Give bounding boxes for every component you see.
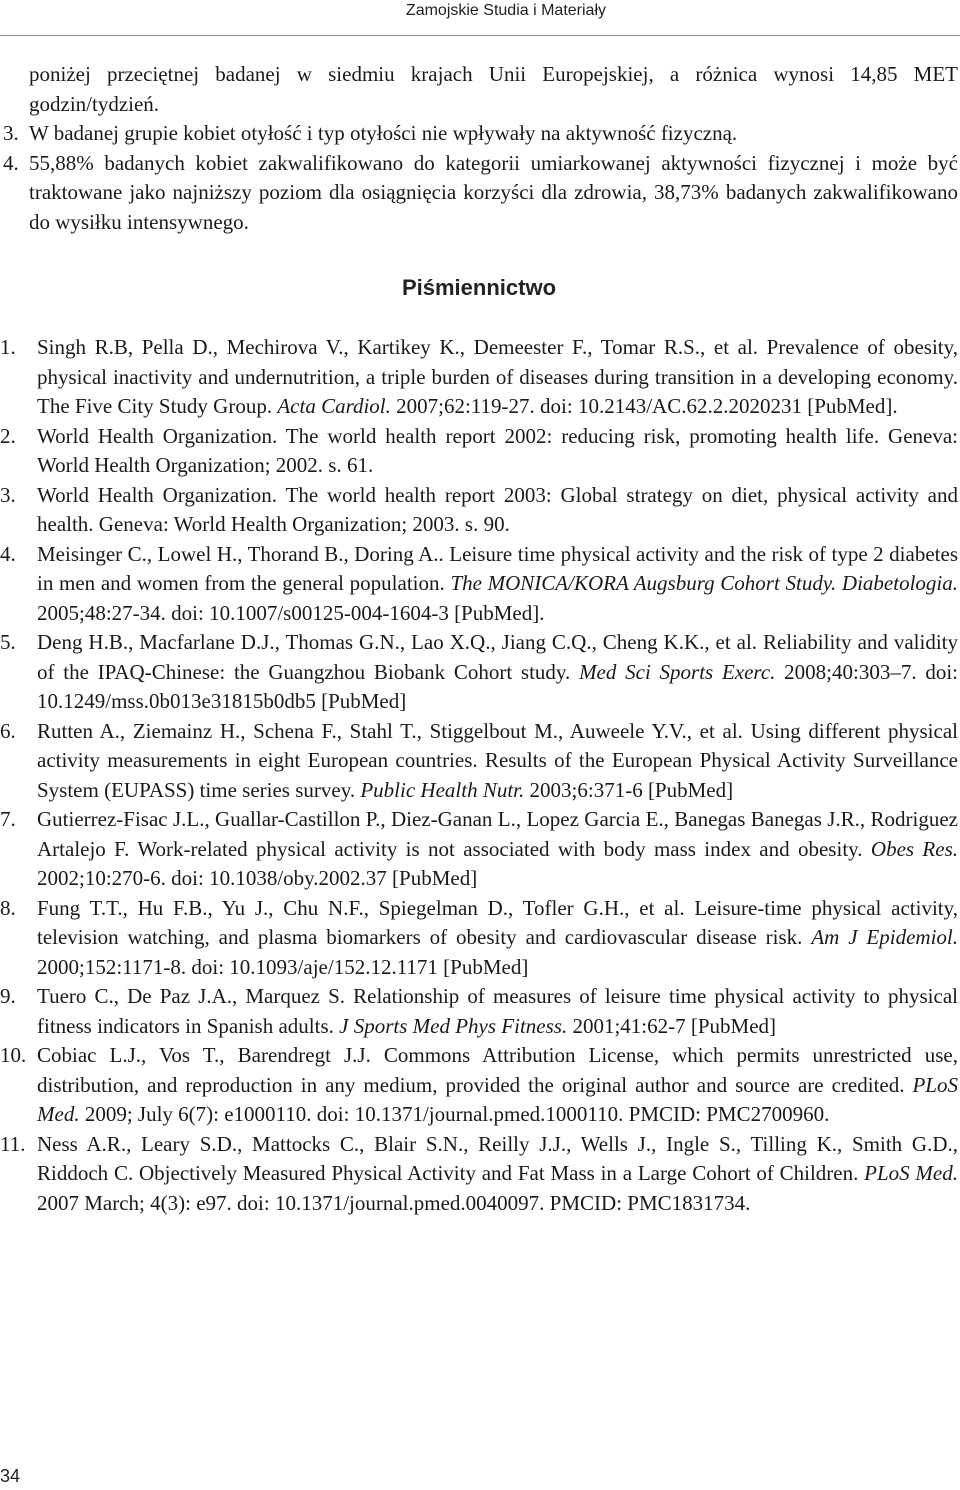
reference-text: Ness A.R., Leary S.D., Mattocks C., Blair S.N., Reilly J.J., Wells J., Ingle S., Tilling K., Smith G.D., Riddoch C. Objectively Measured Physical Activity and Fat Mass in a Large Cohort of Children. bbox=[37, 1131, 958, 1185]
reference-number: 2. bbox=[0, 423, 16, 448]
reference-number: 8. bbox=[0, 895, 16, 920]
reference-item bbox=[0, 422, 958, 481]
reference-text: Deng H.B., Macfarlane D.J., Thomas G.N., Lao X.Q., Jiang C.Q., Cheng K.K., et al. Reliability and validity of the IPAQ-Chinese: the Guangzhou Biobank Cohort study. bbox=[37, 630, 958, 684]
reference-item bbox=[0, 540, 958, 629]
reference-item bbox=[0, 717, 958, 806]
page-number: 34 bbox=[0, 1466, 21, 1486]
reference-details: 2008;40:303–7. doi: 10.1249/mss.0b013e31815b0db5 [PubMed] bbox=[37, 659, 958, 713]
conclusion-text: W badanej grupie kobiet otyłość i typ otyłości nie wpływały na aktywność fizyczną. bbox=[29, 121, 738, 145]
conclusion-number: 4. bbox=[3, 150, 19, 175]
reference-text: Tuero C., De Paz J.A., Marquez S. Relationship of measures of leisure time physical activity to physical fitness indicators in Spanish adults. bbox=[37, 984, 958, 1038]
reference-details: 2007 March; 4(3): e97. doi: 10.1371/journal.pmed.0040097. PMCID: PMC1831734. bbox=[37, 1190, 751, 1215]
conclusions-list bbox=[0, 60, 958, 237]
reference-number: 4. bbox=[0, 541, 16, 566]
reference-text: Fung T.T., Hu F.B., Yu J., Chu N.F., Spiegelman D., Tofler G.H., et al. Leisure-time physical activity, television watching, and plasma biomarkers of obesity and cardiovascular disease risk. bbox=[37, 895, 958, 949]
reference-journal: Am J Epidemiol. bbox=[811, 925, 959, 949]
references-heading: Piśmiennictwo bbox=[401, 275, 557, 300]
conclusion-number: 3. bbox=[3, 121, 19, 145]
reference-item bbox=[0, 1041, 958, 1130]
header-rule bbox=[0, 35, 960, 36]
reference-item bbox=[0, 333, 958, 422]
reference-item bbox=[0, 982, 958, 1041]
reference-text: Meisinger C., Lowel H., Thorand B., Doring A.. Leisure time physical activity and the risk of type 2 diabetes in men and women from the general population. bbox=[37, 541, 958, 595]
reference-journal: Public Health Nutr. bbox=[360, 777, 525, 802]
reference-text: Cobiac L.J., Vos T., Barendregt J.J. Commons Attribution License, which permits unrestricted use, distribution, and reproduction in any medium, provided the original author and source are credited. bbox=[37, 1043, 958, 1097]
reference-journal: The MONICA/KORA Augsburg Cohort Study. Diabetologia. bbox=[450, 571, 958, 595]
running-header bbox=[0, 0, 960, 37]
reference-number: 9. bbox=[0, 984, 16, 1008]
reference-details: 2000;152:1171-8. doi: 10.1093/aje/152.12.1171 [PubMed] bbox=[37, 954, 529, 979]
reference-journal: PLoS Med. bbox=[864, 1161, 958, 1185]
reference-number: 11. bbox=[0, 1131, 26, 1156]
reference-number: 6. bbox=[0, 718, 16, 743]
reference-text: Gutierrez-Fisac J.L., Guallar-Castillon P., Diez-Ganan L., Lopez Garcia E., Banegas Banegas J.R., Rodriguez Artalejo F. Work-related physical activity is not associated with body mass index and obesity. bbox=[37, 807, 958, 861]
reference-item bbox=[0, 1130, 958, 1219]
reference-journal: PLoS Med. bbox=[37, 1072, 958, 1126]
reference-item bbox=[0, 805, 958, 894]
journal-title: Zamojskie Studia i Materiały bbox=[405, 2, 606, 19]
reference-journal: Med Sci Sports Exerc. bbox=[579, 659, 776, 684]
conclusion-text: 55,88% badanych kobiet zakwalifikowano do kategorii umiarkowanej aktywności fizycznej i może być traktowane jako najniższy poziom dla osiągnięcia korzyści dla zdrowia, 38,73% badanych zakwalifikowano do wysiłku intensywnego. bbox=[29, 150, 958, 234]
reference-text: Rutten A., Ziemainz H., Schena F., Stahl T., Stiggelbout M., Auweele Y.V., et al. Using different physical activity measurements in eight European countries. Results of the European Physical Activity Surveillance System (EUPASS) time series survey. bbox=[37, 718, 958, 802]
reference-number: 1. bbox=[0, 335, 16, 359]
reference-details: 2003;6:371-6 [PubMed] bbox=[524, 777, 734, 802]
reference-text: Singh R.B, Pella D., Mechirova V., Kartikey K., Demeester F., Tomar R.S., et al. Prevalence of obesity, physical inactivity and undernutrition, a triple burden of diseases during transition in a developing economy. The Five City Study Group. bbox=[37, 335, 958, 418]
reference-item bbox=[0, 628, 958, 717]
reference-number: 3. bbox=[0, 482, 16, 507]
reference-item bbox=[0, 481, 958, 540]
reference-journal: J Sports Med Phys Fitness. bbox=[339, 1013, 568, 1038]
reference-details: 2002;10:270-6. doi: 10.1038/oby.2002.37 [PubMed] bbox=[37, 866, 478, 890]
reference-number: 5. bbox=[0, 630, 16, 654]
conclusion-item bbox=[0, 119, 958, 149]
reference-text: World Health Organization. The world health report 2003: Global strategy on diet, physical activity and health. Geneva: World Health Organization; 2003. s. 90. bbox=[37, 482, 958, 536]
reference-details: 2001;41:62-7 [PubMed] bbox=[567, 1013, 777, 1038]
conclusion-continuation: poniżej przeciętnej badanej w siedmiu krajach Unii Europejskiej, a różnica wynosi 14,85 MET godzin/tydzień. bbox=[29, 62, 958, 116]
conclusion-item bbox=[0, 149, 958, 238]
references-list bbox=[0, 333, 958, 1218]
reference-number: 10. bbox=[0, 1043, 27, 1067]
reference-number: 7. bbox=[0, 807, 16, 831]
reference-item bbox=[0, 894, 958, 983]
page-content bbox=[0, 60, 958, 1218]
reference-details: 2009; July 6(7): e1000110. doi: 10.1371/journal.pmed.1000110. PMCID: PMC2700960. bbox=[79, 1102, 830, 1126]
reference-journal: Obes Res. bbox=[870, 836, 958, 861]
reference-journal: Acta Cardiol. bbox=[277, 394, 391, 418]
reference-details: 2005;48:27-34. doi: 10.1007/s00125-004-1604-3 [PubMed]. bbox=[37, 600, 545, 625]
reference-text: World Health Organization. The world health report 2002: reducing risk, promoting health life. Geneva: World Health Organization; 2002. s. 61. bbox=[37, 423, 958, 477]
reference-details: 2007;62:119-27. doi: 10.2143/AC.62.2.2020231 [PubMed]. bbox=[390, 394, 898, 418]
